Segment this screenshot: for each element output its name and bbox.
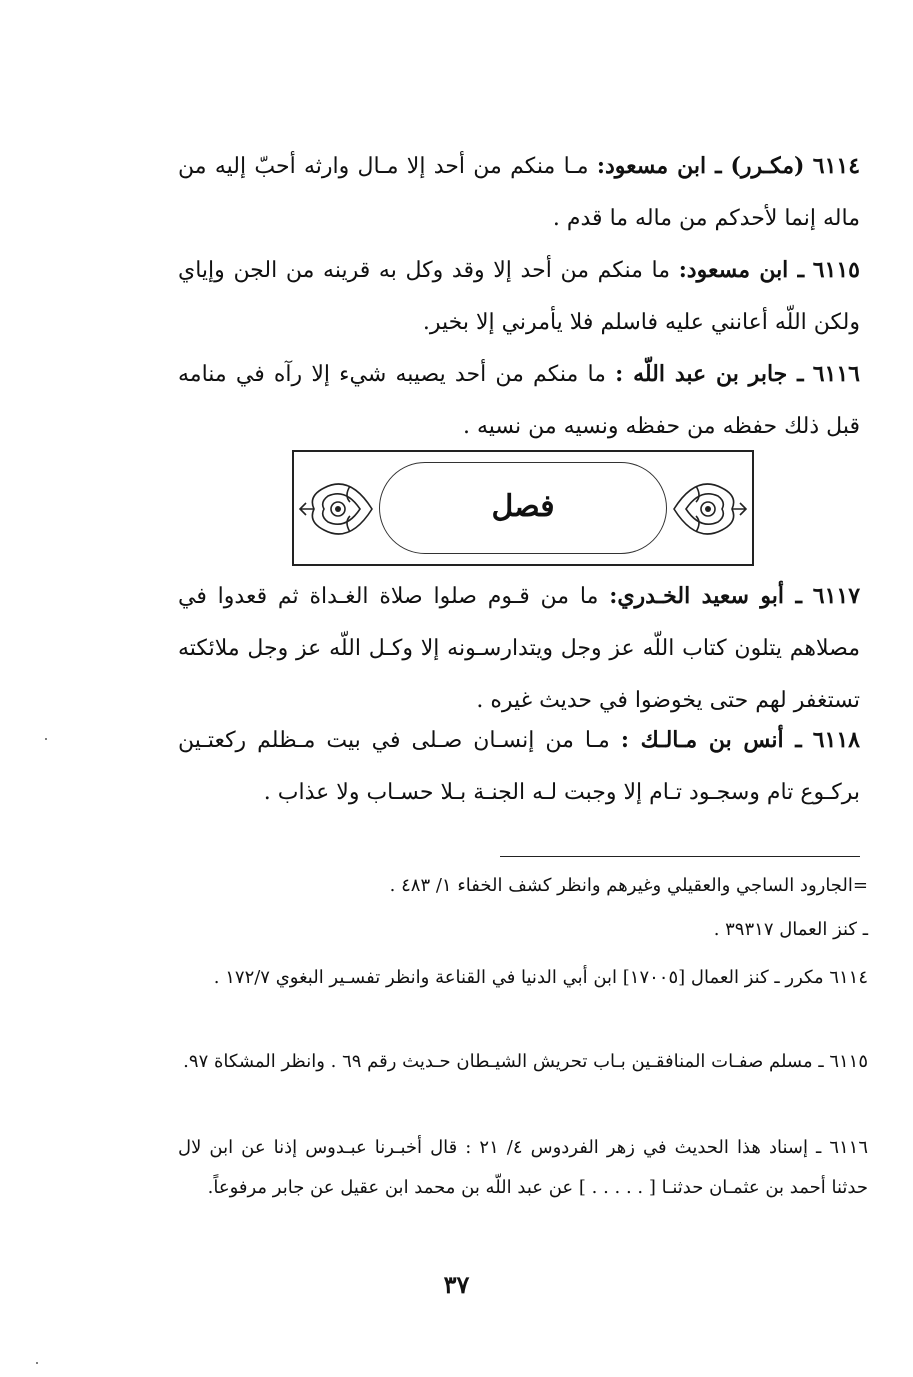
hadith-narrator: ـ ابن مسعود: xyxy=(678,257,805,283)
footnote-kanz: ـ كنز العمال ٣٩٣١٧ . xyxy=(713,919,868,940)
hadith-6117 xyxy=(178,570,860,727)
hadith-narrator: (مكـرر) ـ ابن مسعود: xyxy=(596,153,805,179)
hadith-text: ما منكم من أحد إلا وقد وكل به قرينه من الجن وإياي ولكن اللّه أعانني عليه فاسلم فلا يأمرني إلا بخير. xyxy=(178,258,860,335)
hadith-text: ما من قـوم صلوا صلاة الغـداة ثم قعدوا في مصلاهم يتلون كتاب اللّه عز وجل ويتدارسـونه إلا وكـل اللّه عز وجل ملائكته تستغفر لهم حتى يخوضوا في حديث غيره . xyxy=(178,584,860,713)
scan-speck xyxy=(36,1362,38,1364)
arabesque-ornament-icon xyxy=(296,466,380,552)
hadith-6115 xyxy=(178,244,860,349)
footnote-6114: ٦١١٤ مكرر ـ كنز العمال [١٧٠٠٥] ابن أبي الدنيا في القناعة وانظر تفسـير البغوي ١٧٢/٧ . xyxy=(213,967,868,988)
hadith-6116 xyxy=(178,348,860,453)
hadith-6114 xyxy=(178,140,860,245)
page-number: ٣٧ xyxy=(443,1270,470,1299)
footnote-divider xyxy=(500,856,860,857)
hadith-narrator: ـ جابر بن عبد اللّه : xyxy=(615,361,804,387)
footnote-6116: ٦١١٦ ـ إسناد هذا الحديث في زهر الفردوس ٤/ ٢١ : قال أخبـرنا عبـدوس إذنا عن ابن لال حدثنا أحمد بن عثمـان حدثنـا [ . . . . . ] عن عبد اللّه بن محمد ابن عقيل عن جابر مرفوعاً. xyxy=(178,1137,868,1198)
section-heading-cartouche xyxy=(379,462,667,554)
hadith-number: ٦١١٨ xyxy=(812,727,860,753)
hadith-6118 xyxy=(178,714,860,819)
footnote-continuation: =الجارود الساجي والعقيلي وغيرهم وانظر كشف الخفاء ١/ ٤٨٣ . xyxy=(389,875,868,896)
section-heading-frame xyxy=(292,450,754,566)
arabesque-ornament-icon xyxy=(666,466,750,552)
hadith-number: ٦١١٥ xyxy=(812,257,860,283)
section-heading: فصل xyxy=(491,489,555,524)
hadith-narrator: ـ أنس بن مـالـك : xyxy=(620,727,802,753)
hadith-number: ٦١١٤ xyxy=(812,153,861,179)
hadith-number: ٦١١٧ xyxy=(812,583,861,609)
hadith-text: ما منكم من أحد يصيبه شيء إلا رآه في منامه قبل ذلك حفظه من حفظه ونسيه من نسيه . xyxy=(178,362,860,439)
hadith-number: ٦١١٦ xyxy=(812,361,860,387)
scan-speck xyxy=(45,738,47,740)
hadith-text: مـا من إنسـان صـلى في بيت مـظلم ركعتـين بركـوع تام وسجـود تـام إلا وجبت لـه الجنـة بـلا حسـاب ولا عذاب . xyxy=(178,728,860,805)
footnote-6115: ٦١١٥ ـ مسلم صفـات المنافقـين بـاب تحريش الشيـطان حـديث رقم ٦٩ . وانظر المشكاة ٩٧. xyxy=(183,1051,868,1072)
hadith-narrator: ـ أبو سعيد الخـدري: xyxy=(609,583,802,609)
hadith-text: مـا منكم من أحد إلا مـال وارثه أحبّ إليه من ماله إنما لأحدكم من ماله ما قدم . xyxy=(178,154,860,231)
